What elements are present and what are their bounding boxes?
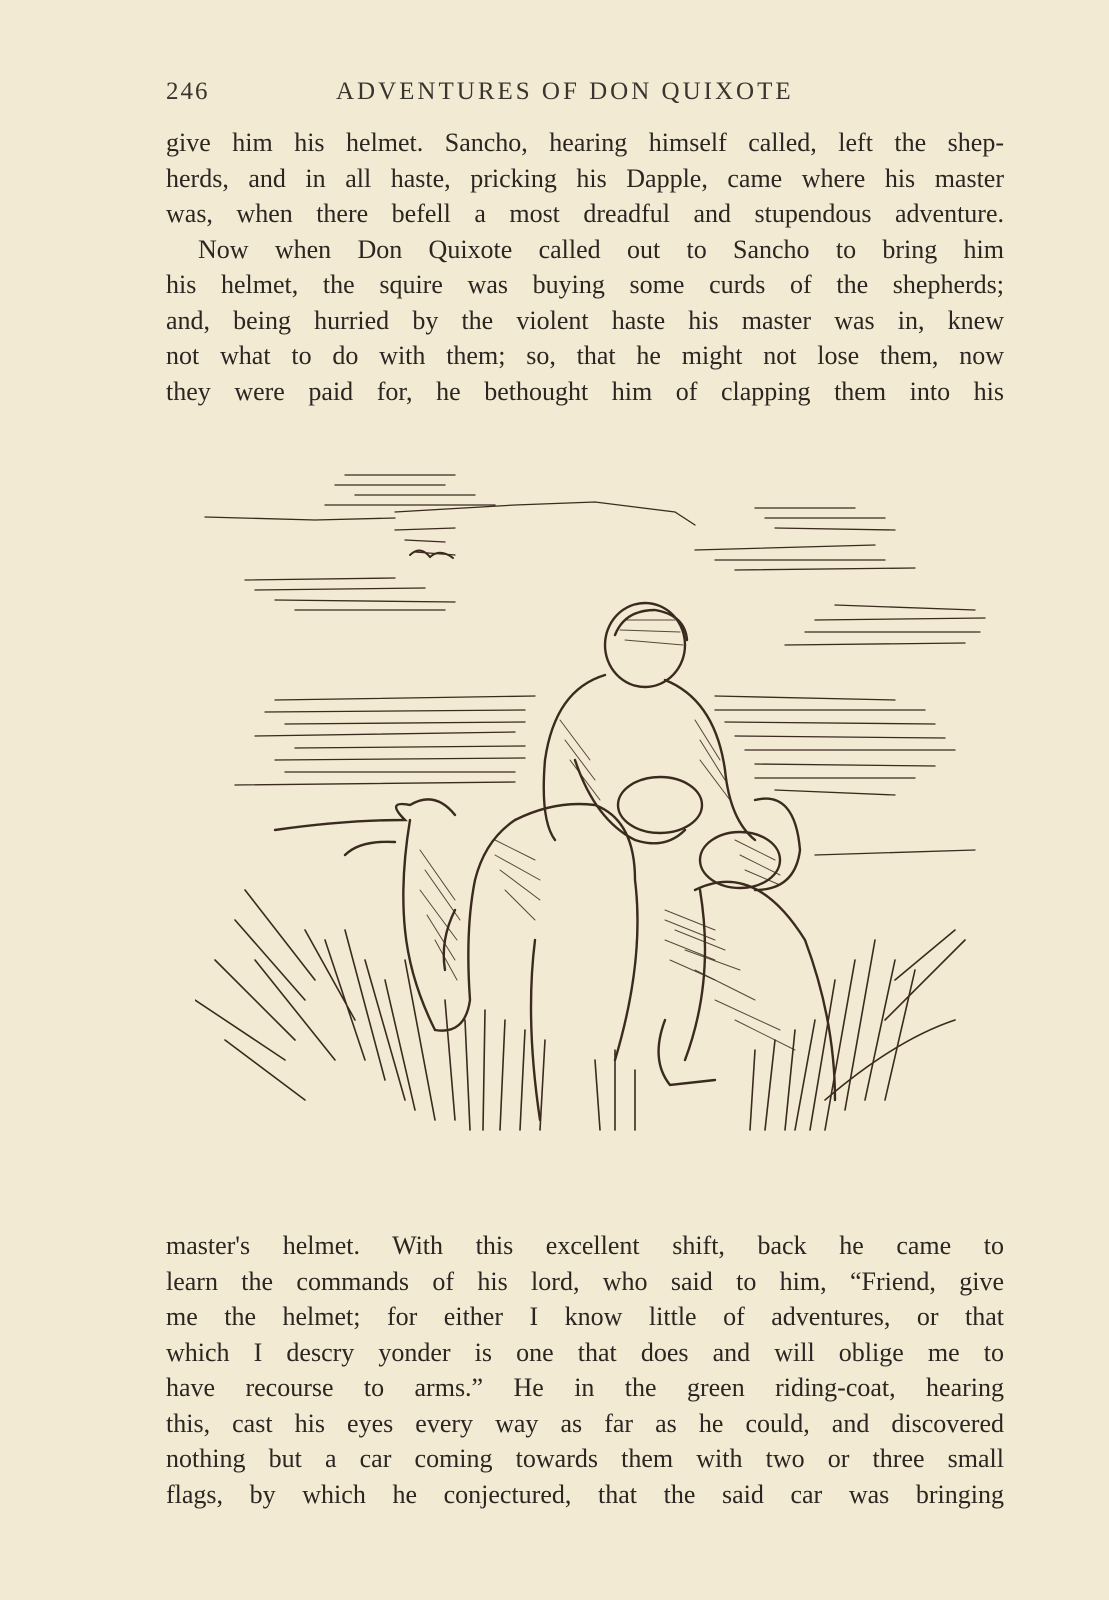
- text-line: me the helmet; for either I know little of adventures, or that: [166, 1302, 1004, 1331]
- page-number: 246: [166, 78, 210, 105]
- running-head: [166, 70, 1001, 110]
- text-line: Now when Don Quixote called out to Sancho to bring him: [198, 234, 1004, 264]
- text-line: this, cast his eyes every way as far as he could, and discovered: [166, 1408, 1004, 1438]
- text-block-top: [166, 125, 1004, 409]
- text-line: not what to do with them; so, that he might not lose them, now: [166, 341, 1004, 370]
- text-block-bottom: [166, 1228, 1004, 1512]
- text-line: which I descry yonder is one that does and will oblige me to: [166, 1337, 1004, 1367]
- text-line: and, being hurried by the violent haste his master was in, knew: [166, 305, 1004, 335]
- text-line: learn the commands of his lord, who said to him, “Friend, give: [166, 1266, 1004, 1296]
- text-line: was, when there befell a most dreadful and stupendous adventure.: [166, 199, 1004, 228]
- text-line: give him his helmet. Sancho, hearing himself called, left the shep-: [166, 128, 1004, 157]
- text-line: herds, and in all haste, pricking his Dapple, came where his master: [166, 163, 1004, 193]
- sancho-figure: [544, 603, 800, 1085]
- book-title: ADVENTURES OF DON QUIXOTE: [336, 78, 794, 105]
- grass-foreground: [195, 890, 965, 1130]
- text-line: they were paid for, he bethought him of clapping them into his: [166, 376, 1004, 406]
- text-line: nothing but a car coming towards them with two or three small: [166, 1444, 1004, 1473]
- text-line: have recourse to arms.” He in the green riding-coat, hearing: [166, 1373, 1004, 1402]
- text-line: his helmet, the squire was buying some curds of the shepherds;: [166, 270, 1004, 299]
- sky-hatching: [205, 475, 985, 855]
- text-line: flags, by which he conjectured, that the said car was bringing: [166, 1479, 1004, 1509]
- bird-shape: [410, 550, 453, 558]
- text-line: master's helmet. With this excellent shift, back he came to: [166, 1231, 1004, 1260]
- engraving-illustration: [195, 460, 1005, 1170]
- sancho-on-donkey-illustration: [195, 460, 1005, 1170]
